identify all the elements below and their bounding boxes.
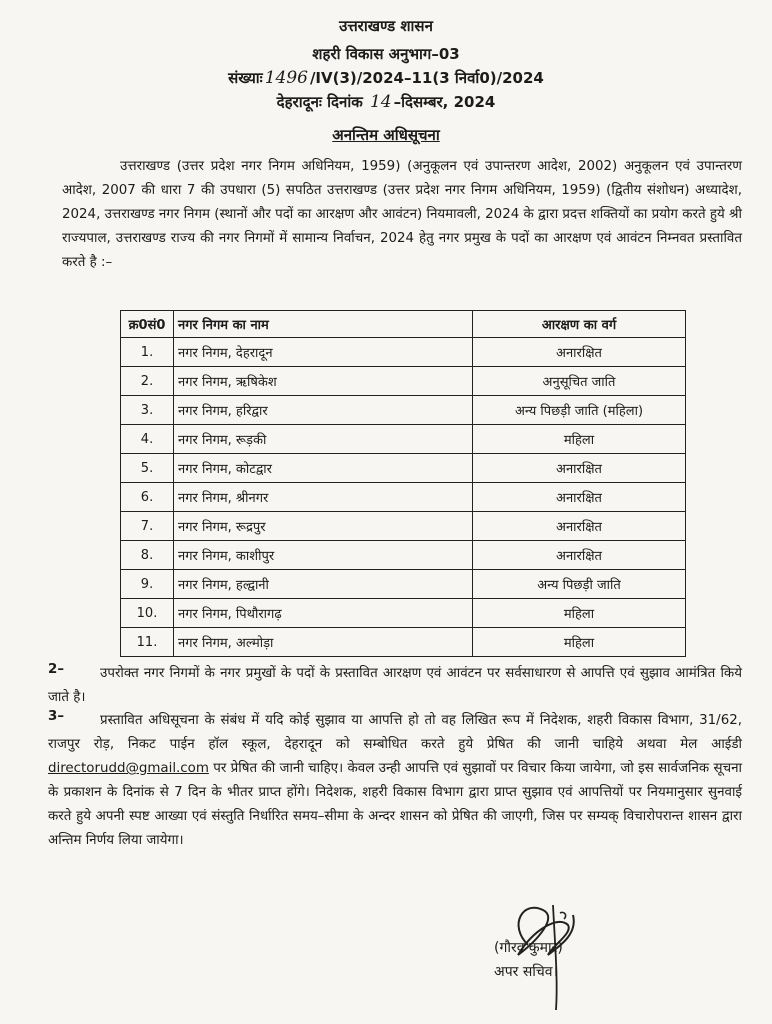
cell-serial: 5. bbox=[121, 454, 174, 483]
contact-email: directorudd@gmail.com bbox=[48, 761, 209, 776]
intro-paragraph: उत्तराखण्ड (उत्तर प्रदेश नगर निगम अधिनियम, 1959) (अनुकूलन एवं उपान्तरण आदेश, 2002) अनुकूलन एवं उपान्तरण आदेश, 2007 की धारा 7 की उपधारा (5) सपठित उत्तराखण्ड (उत्तर प्रदेश नगर निगम अधिनियम, 1959) (द्वितीय संशोधन) अध्यादेश, 2024, उत्तराखण्ड नगर निगम (स्थानों और पदों का आरक्षण और आवंटन) नियमावली, 2024 के द्वारा प्रदत्त शक्तियों का प्रयोग करते हुये श्री राज्यपाल, उत्तराखण्ड राज्य की नगर निगमों में सामान्य निर्वाचन, 2024 हेतु नगर प्रमुख के पदों का आरक्षण एवं आवंटन निम्नवत प्रस्तावित करते है :– bbox=[62, 159, 742, 270]
cell-serial: 7. bbox=[121, 512, 174, 541]
cell-serial: 11. bbox=[121, 628, 174, 657]
date-suffix: –दिसम्बर, 2024 bbox=[393, 93, 496, 111]
cell-serial: 8. bbox=[121, 541, 174, 570]
issue-date bbox=[0, 92, 772, 112]
signatory-name: (गौरव कुमार) bbox=[494, 940, 563, 956]
cell-serial: 2. bbox=[121, 367, 174, 396]
cell-category: अनारक्षित bbox=[473, 512, 686, 541]
table-row bbox=[121, 338, 686, 367]
table-row bbox=[121, 570, 686, 599]
cell-serial: 6. bbox=[121, 483, 174, 512]
table-row bbox=[121, 541, 686, 570]
department-section: शहरी विकास अनुभाग–03 bbox=[312, 45, 460, 63]
cell-serial: 1. bbox=[121, 338, 174, 367]
cell-corporation: नगर निगम, काशीपुर bbox=[174, 541, 473, 570]
ref-handwritten-number: 1496 bbox=[264, 68, 308, 88]
cell-category: महिला bbox=[473, 628, 686, 657]
cell-category: अनारक्षित bbox=[473, 454, 686, 483]
para2-number: 2– bbox=[48, 662, 65, 677]
cell-corporation: नगर निगम, ऋषिकेश bbox=[174, 367, 473, 396]
cell-corporation: नगर निगम, अल्मोड़ा bbox=[174, 628, 473, 657]
cell-corporation: नगर निगम, पिथौरागढ़ bbox=[174, 599, 473, 628]
cell-category: अन्य पिछड़ी जाति bbox=[473, 570, 686, 599]
para3-text-after: पर प्रेषित की जानी चाहिए। केवल उन्ही आपत्ति एवं सुझावों पर विचार किया जायेगा, जो इस सार्वजनिक सूचना के प्रकाशन के दिनांक से 7 दिन के भीतर प्राप्त होंगे। निदेशक, शहरी विकास विभाग द्वारा प्राप्त सुझाव एवं आपत्तियों पर नियमानुसार सुनवाई करते हुये अपनी स्पष्ट आख्या एवं संस्तुति निर्धारित समय–सीमा के अन्दर शासन को प्रेषित की जाएगी, जिस पर सम्यक् विचारोपरान्त शासन द्वारा अन्तिम निर्णय लिया जायेगा। bbox=[48, 761, 742, 848]
table-row bbox=[121, 367, 686, 396]
table-row bbox=[121, 599, 686, 628]
cell-serial: 10. bbox=[121, 599, 174, 628]
cell-category: अनुसूचित जाति bbox=[473, 367, 686, 396]
objection-invitation-paragraph: उपरोक्त नगर निगमों के नगर प्रमुखों के पदों के प्रस्तावित आरक्षण एवं आवंटन पर सर्वसाधारण से आपत्ति एवं सुझाव आमंत्रित किये जाते है। bbox=[48, 666, 742, 705]
para3-text-before: प्रस्तावित अधिसूचना के संबंध में यदि कोई सुझाव या आपत्ति हो तो वह लिखित रूप में निदेशक, शहरी विकास विभाग, 31/62, राजपुर रोड़, निकट पाईन हॉल स्कूल, देहरादून को सम्बोधित करते हुये प्रेषित की जानी चाहिये अथवा मेल आईडी bbox=[48, 713, 742, 752]
table-row bbox=[121, 454, 686, 483]
govt-name: उत्तराखण्ड शासन bbox=[339, 17, 433, 35]
ref-prefix: संख्याः bbox=[228, 69, 263, 87]
cell-corporation: नगर निगम, रूड़की bbox=[174, 425, 473, 454]
cell-category: अनारक्षित bbox=[473, 541, 686, 570]
cell-corporation: नगर निगम, देहरादून bbox=[174, 338, 473, 367]
cell-serial: 4. bbox=[121, 425, 174, 454]
cell-serial: 9. bbox=[121, 570, 174, 599]
para3-number: 3– bbox=[48, 709, 65, 724]
ref-suffix: /IV(3)/2024–11(3 निर्वा0)/2024 bbox=[309, 69, 544, 87]
table-row bbox=[121, 512, 686, 541]
reservation-table bbox=[120, 310, 686, 657]
table-row bbox=[121, 483, 686, 512]
table-row bbox=[121, 628, 686, 657]
cell-corporation: नगर निगम, रूद्रपुर bbox=[174, 512, 473, 541]
submission-instructions-paragraph bbox=[48, 709, 742, 853]
cell-serial: 3. bbox=[121, 396, 174, 425]
cell-corporation: नगर निगम, हरिद्वार bbox=[174, 396, 473, 425]
header-corporation: नगर निगम का नाम bbox=[174, 311, 473, 338]
header-serial: क्र0सं0 bbox=[121, 311, 174, 338]
date-handwritten-day: 14 bbox=[369, 92, 392, 112]
cell-category: अनारक्षित bbox=[473, 338, 686, 367]
table-header-row bbox=[121, 311, 686, 338]
signatory-designation: अपर सचिव। bbox=[494, 964, 558, 980]
cell-category: अन्य पिछड़ी जाति (महिला) bbox=[473, 396, 686, 425]
table-row bbox=[121, 396, 686, 425]
reference-number bbox=[0, 68, 772, 88]
date-prefix: देहरादूनः दिनांक bbox=[276, 93, 363, 111]
cell-corporation: नगर निगम, कोटद्वार bbox=[174, 454, 473, 483]
notice-title: अनन्तिम अधिसूचना bbox=[332, 126, 440, 144]
cell-category: अनारक्षित bbox=[473, 483, 686, 512]
header-category: आरक्षण का वर्ग bbox=[473, 311, 686, 338]
cell-corporation: नगर निगम, हल्द्वानी bbox=[174, 570, 473, 599]
table-row bbox=[121, 425, 686, 454]
cell-category: महिला bbox=[473, 425, 686, 454]
cell-corporation: नगर निगम, श्रीनगर bbox=[174, 483, 473, 512]
cell-category: महिला bbox=[473, 599, 686, 628]
